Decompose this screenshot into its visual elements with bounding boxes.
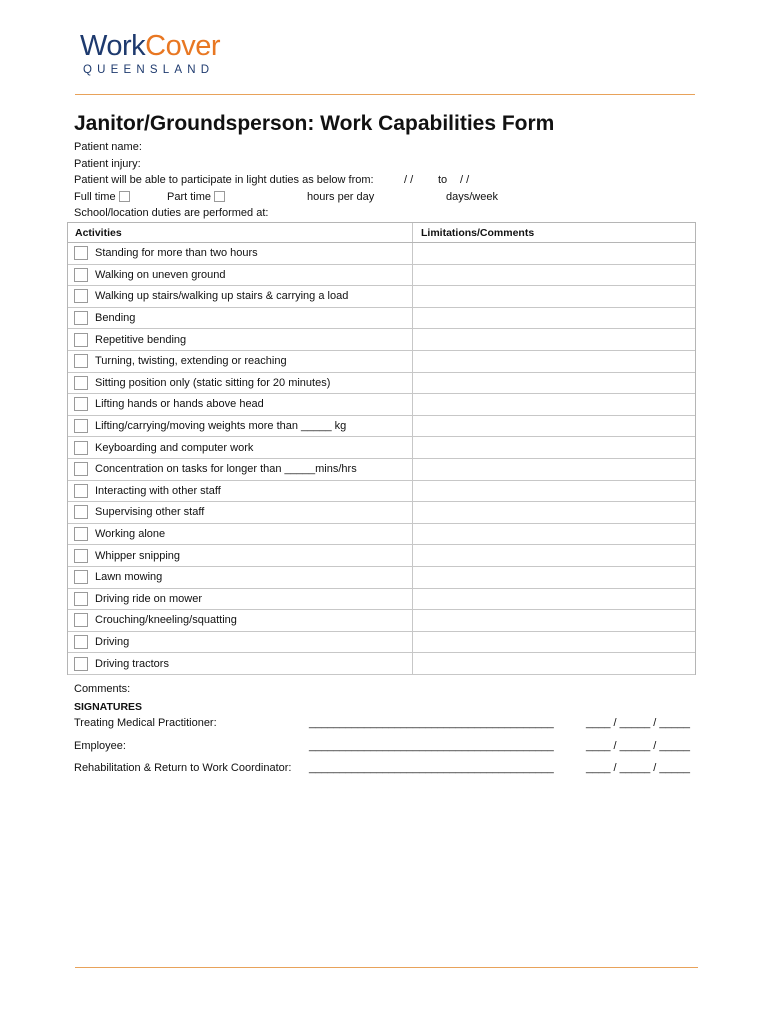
activity-label: Walking up stairs/walking up stairs & carrying a load [95,290,349,303]
activity-checkbox[interactable] [74,419,88,433]
activity-cell [68,481,413,502]
limitations-cell[interactable] [413,243,695,264]
activity-cell [68,524,413,545]
table-row [68,481,695,503]
limitations-cell[interactable] [413,481,695,502]
activity-label: Lifting hands or hands above head [95,398,264,411]
activity-cell [68,502,413,523]
table-row [68,416,695,438]
activity-checkbox[interactable] [74,268,88,282]
activity-label: Lifting/carrying/moving weights more than _____ kg [95,420,347,433]
limitations-cell[interactable] [413,610,695,631]
limitations-cell[interactable] [413,416,695,437]
table-row [68,567,695,589]
limitations-cell[interactable] [413,373,695,394]
sig-line-employee[interactable]: ________________________________________ [309,740,554,752]
activity-cell [68,416,413,437]
table-row [68,437,695,459]
sig-label-coordinator: Rehabilitation & Return to Work Coordinator: [74,762,292,774]
activity-checkbox[interactable] [74,289,88,303]
limitations-header: Limitations/Comments [421,226,535,239]
header-divider [75,94,695,95]
activity-checkbox[interactable] [74,484,88,498]
table-row [68,394,695,416]
activity-label: Bending [95,312,136,325]
logo-queensland-text: QUEENSLAND [83,64,215,76]
activity-label: Repetitive bending [95,333,187,346]
limitations-cell[interactable] [413,632,695,653]
form-title: Janitor/Groundsperson: Work Capabilities Form [74,112,555,135]
sig-line-coordinator[interactable]: ________________________________________ [309,762,554,774]
sig-label-practitioner: Treating Medical Practitioner: [74,717,217,729]
patient-name-label: Patient name: [74,141,142,153]
full-time-label: Full time [74,191,116,203]
activity-label: Driving [95,635,130,648]
comments-label: Comments: [74,683,131,695]
activity-cell [68,567,413,588]
limitations-cell[interactable] [413,502,695,523]
sig-label-employee: Employee: [74,740,126,752]
table-row [68,653,695,675]
activities-table [67,222,696,675]
logo-work-text: Work [80,30,146,62]
signatures-heading: SIGNATURES [74,701,143,713]
activity-cell [68,437,413,458]
activity-label: Keyboarding and computer work [95,441,254,454]
footer-divider [75,967,698,968]
workcover-queensland-logo [80,30,220,76]
activity-checkbox[interactable] [74,441,88,455]
activity-checkbox[interactable] [74,657,88,671]
activity-cell [68,610,413,631]
table-row [68,524,695,546]
activity-cell [68,286,413,307]
days-week-label: days/week [446,191,498,203]
activity-cell [68,459,413,480]
date-from[interactable]: / / [404,174,414,186]
part-time-row [167,190,225,204]
activity-rows [68,243,695,675]
activity-checkbox[interactable] [74,246,88,260]
activity-checkbox[interactable] [74,527,88,541]
activity-checkbox[interactable] [74,376,88,390]
hours-per-day-label: hours per day [307,191,375,203]
part-time-label: Part time [167,191,212,203]
table-row [68,610,695,632]
table-row [68,545,695,567]
activity-label: Driving ride on mower [95,592,202,605]
table-row [68,373,695,395]
table-row [68,351,695,373]
activity-label: Interacting with other staff [95,484,221,497]
sig-date-employee[interactable]: ____ / _____ / _____ [586,740,690,752]
table-row [68,265,695,287]
activity-label: Whipper snipping [95,549,180,562]
activity-cell [68,308,413,329]
activity-label: Walking on uneven ground [95,268,226,281]
to-label: to [438,174,448,186]
activity-checkbox[interactable] [74,354,88,368]
activity-label: Crouching/kneeling/squatting [95,614,237,627]
date-to[interactable]: / / [460,174,470,186]
limitations-cell[interactable] [413,653,695,674]
limitations-cell[interactable] [413,437,695,458]
logo-cover-text: Cover [145,30,220,62]
sig-date-coordinator[interactable]: ____ / _____ / _____ [586,762,690,774]
activity-cell [68,329,413,350]
activity-checkbox[interactable] [74,635,88,649]
limitations-cell[interactable] [413,567,695,588]
activity-checkbox[interactable] [74,333,88,347]
limitations-cell[interactable] [413,394,695,415]
limitations-cell[interactable] [413,286,695,307]
activity-label: Concentration on tasks for longer than _____mins/hrs [95,463,357,476]
sig-date-practitioner[interactable]: ____ / _____ / _____ [586,717,690,729]
activity-cell [68,373,413,394]
table-row [68,632,695,654]
table-row [68,589,695,611]
activity-checkbox[interactable] [74,570,88,584]
activity-cell [68,653,413,674]
limitations-cell[interactable] [413,545,695,566]
table-row [68,329,695,351]
limitations-cell[interactable] [413,329,695,350]
table-row [68,502,695,524]
activity-cell [68,265,413,286]
limitations-cell[interactable] [413,308,695,329]
activity-cell [68,545,413,566]
full-time-checkbox[interactable] [119,191,130,202]
activity-label: Working alone [95,528,166,541]
limitations-cell[interactable] [413,589,695,610]
activity-label: Driving tractors [95,657,169,670]
table-row [68,243,695,265]
activity-label: Sitting position only (static sitting for 20 minutes) [95,376,331,389]
table-row [68,459,695,481]
full-time-row [74,190,130,204]
activity-checkbox[interactable] [74,613,88,627]
activity-checkbox[interactable] [74,549,88,563]
activity-checkbox[interactable] [74,462,88,476]
activity-checkbox[interactable] [74,592,88,606]
limitations-cell[interactable] [413,524,695,545]
activity-label: Lawn mowing [95,571,163,584]
limitations-cell[interactable] [413,265,695,286]
activity-cell [68,589,413,610]
sig-line-practitioner[interactable]: ________________________________________ [309,717,554,729]
limitations-cell[interactable] [413,459,695,480]
activity-cell [68,632,413,653]
school-location-label: School/location duties are performed at: [74,207,269,219]
activity-label: Turning, twisting, extending or reaching [95,355,287,368]
part-time-checkbox[interactable] [214,191,225,202]
activity-label: Standing for more than two hours [95,247,258,260]
activities-header: Activities [68,223,413,242]
activity-checkbox[interactable] [74,397,88,411]
participate-label: Patient will be able to participate in light duties as below from: [74,174,374,186]
activity-cell [68,351,413,372]
table-row [68,286,695,308]
activity-cell [68,243,413,264]
activity-checkbox[interactable] [74,311,88,325]
table-header-row [68,223,695,243]
limitations-cell[interactable] [413,351,695,372]
patient-injury-label: Patient injury: [74,158,141,170]
activity-label: Supervising other staff [95,506,205,519]
table-row [68,308,695,330]
activity-cell [68,394,413,415]
activity-checkbox[interactable] [74,505,88,519]
